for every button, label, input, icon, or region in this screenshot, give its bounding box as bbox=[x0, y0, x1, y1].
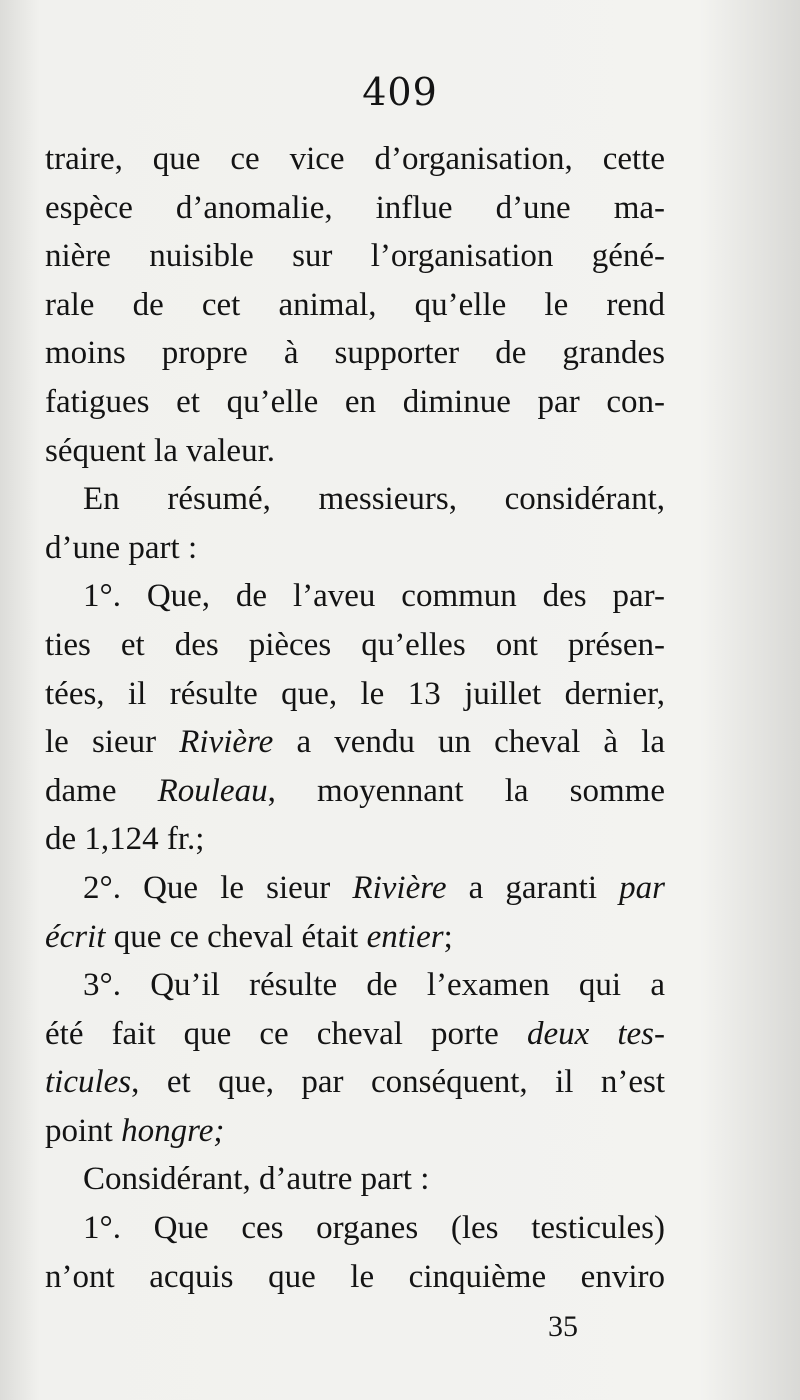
italic-run: entier bbox=[366, 918, 444, 955]
italic-run: hongre; bbox=[121, 1112, 225, 1149]
text-line: moins propre à supporter de grandes bbox=[45, 335, 665, 372]
text-line: n’ont acquis que le cinquième enviro bbox=[45, 1258, 665, 1295]
text-run: été fait que ce cheval porte bbox=[45, 1015, 527, 1052]
text-run: ; bbox=[443, 918, 453, 955]
text-line bbox=[45, 1058, 665, 1107]
text-run: 2°. Que le sieur bbox=[83, 869, 353, 906]
text-run: point bbox=[45, 1112, 122, 1149]
text-line: espèce d’anomalie, influe d’une ma- bbox=[45, 189, 665, 226]
text-line bbox=[45, 864, 665, 913]
text-line bbox=[45, 913, 665, 962]
text-line: En résumé, messieurs, considérant, bbox=[83, 481, 665, 518]
italic-run: Rivière bbox=[352, 869, 447, 906]
signature-mark: 35 bbox=[548, 1310, 578, 1343]
italic-run: ticules bbox=[45, 1064, 132, 1101]
italic-run: deux tes- bbox=[526, 1015, 665, 1052]
text-line: ties et des pièces qu’elles ont présen- bbox=[45, 626, 665, 663]
page-number: 409 bbox=[362, 70, 438, 114]
text-line: Considérant, d’autre part : bbox=[83, 1161, 430, 1198]
italic-run: par bbox=[619, 869, 665, 906]
text-line: séquent la valeur. bbox=[45, 432, 276, 469]
text-line bbox=[45, 1010, 665, 1059]
italic-run: écrit bbox=[45, 918, 106, 955]
text-run: a vendu un cheval à la bbox=[273, 724, 665, 761]
text-run: dame bbox=[45, 772, 158, 809]
text-run: le sieur bbox=[45, 724, 180, 761]
text-run: , et que, par conséquent, il n’est bbox=[131, 1064, 665, 1101]
italic-run: Rivière bbox=[179, 724, 274, 761]
text-line: d’une part : bbox=[45, 529, 198, 566]
text-line: traire, que ce vice d’organisation, cette bbox=[45, 141, 665, 177]
text-line: 3°. Qu’il résulte de l’examen qui a bbox=[83, 967, 665, 1004]
text-run: a garanti bbox=[446, 869, 620, 906]
text-line: fatigues et qu’elle en diminue par con- bbox=[45, 383, 665, 420]
text-run: que ce cheval était bbox=[105, 918, 367, 955]
text-line: de 1,124 fr.; bbox=[45, 821, 205, 858]
text-line: nière nuisible sur l’organisation géné- bbox=[45, 238, 665, 275]
text-run: , moyennant la somme bbox=[267, 772, 665, 809]
body-text bbox=[45, 135, 665, 1301]
text-line: tées, il résulte que, le 13 juillet dernier, bbox=[45, 675, 665, 712]
italic-run: Rouleau bbox=[157, 772, 268, 809]
text-line: 1°. Que, de l’aveu commun des par- bbox=[83, 578, 665, 615]
text-line: 1°. Que ces organes (les testicules) bbox=[83, 1210, 665, 1247]
text-line: rale de cet animal, qu’elle le rend bbox=[45, 286, 665, 323]
text-line bbox=[45, 767, 665, 816]
text-line bbox=[45, 1107, 665, 1156]
text-line bbox=[45, 718, 665, 767]
